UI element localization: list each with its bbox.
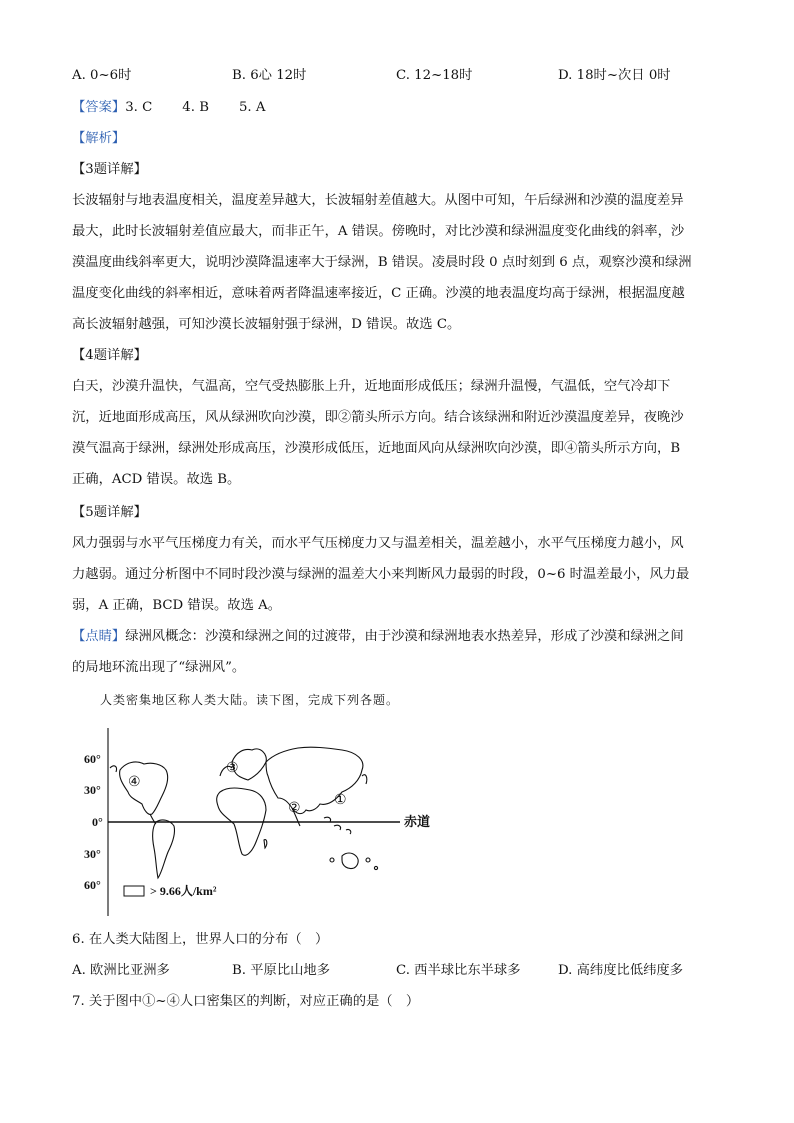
q6-option-b: B. 平原比山地多 [232, 963, 331, 978]
q3-text: 漠温度曲线斜率更大，说明沙漠降温速率大于绿洲，B 错误。凌晨时段 0 点时刻到 6 点，观察沙漠和绿洲 [72, 255, 692, 270]
q4-text: 正确，ACD 错误。故选 B。 [72, 472, 241, 487]
q4-text: 白天，沙漠升温快，气温高，空气受热膨胀上升，近地面形成低压；绿洲升温慢，气温低，空气冷却下 [72, 379, 671, 394]
answer-line [72, 98, 266, 118]
map-intro: 人类密集地区称人类大陆。读下图，完成下列各题。 [100, 693, 400, 707]
answer-item: 3. C [125, 100, 153, 115]
analysis-label: 【解析】 [72, 131, 126, 146]
south-america [153, 820, 175, 878]
north-america [120, 762, 168, 814]
option-c: C. 12~18时 [396, 68, 473, 83]
q6-option-a: A. 欧洲比亚洲多 [72, 963, 170, 978]
lat-label-30s: 30° [84, 847, 101, 861]
q4-text: 漠气温高于绿洲，绿洲处形成高压，沙漠形成低压，近地面风向从绿洲吹向沙漠，即④箭头所示方向，B [72, 441, 681, 456]
japan [362, 775, 367, 784]
lat-label-0: 0° [92, 815, 103, 829]
answer-label: 【答案】 [72, 100, 126, 115]
population-map [70, 718, 450, 920]
tip-text: 的局地环流出现了“绿洲风”。 [72, 660, 246, 675]
tip-label: 【点睛】 [72, 629, 126, 644]
q4-text: 沉，近地面形成高压，风从绿洲吹向沙漠，即②箭头所示方向。结合该绿洲和附近沙漠温度差异，夜晚沙 [72, 410, 684, 425]
q3-heading: 【3题详解】 [72, 162, 147, 177]
q6-option-c: C. 西半球比东半球多 [396, 963, 521, 978]
lat-label-30n: 30° [84, 783, 101, 797]
q6-option-d: D. 高纬度比低纬度多 [558, 963, 684, 978]
q5-text: 弱，A 正确，BCD 错误。故选 A。 [72, 598, 282, 613]
equator-label: 赤道 [404, 814, 431, 829]
q4-heading: 【4题详解】 [72, 348, 147, 363]
q7-stem: 7. 关于图中①~④人口密集区的判断，对应正确的是（ ） [72, 994, 420, 1009]
option-a: A. 0~6时 [72, 68, 132, 83]
q3-text: 最大，此时长波辐射差值应最大，而非正午，A 错误。傍晚时，对比沙漠和绿洲温度变化曲线的斜率，沙 [72, 224, 685, 239]
q6-stem: 6. 在人类大陆图上，世界人口的分布（ ） [72, 932, 329, 947]
lat-label-60s: 60° [84, 878, 101, 892]
australia [342, 853, 358, 869]
option-d: D. 18时~次日 0时 [558, 68, 671, 83]
q3-text: 温度变化曲线的斜率相近，意味着两者降温速率接近，C 正确。沙漠的地表温度均高于绿洲，根据温度越 [72, 286, 685, 301]
region-label-4: ④ [128, 775, 141, 790]
lat-label-60n: 60° [84, 752, 101, 766]
legend-swatch [124, 886, 144, 896]
q3-text: 高长波辐射越强，可知沙漠长波辐射强于绿洲，D 错误。故选 C。 [72, 317, 461, 332]
q5-text: 力越弱。通过分析图中不同时段沙漠与绿洲的温差大小来判断风力最弱的时段，0~6 时温差最小，风力最 [72, 567, 690, 582]
answer-item: 5. A [238, 100, 266, 115]
q5-text: 风力强弱与水平气压梯度力有关，而水平气压梯度力又与温差相关，温差越小，水平气压梯度力越小，风 [72, 536, 684, 551]
region-label-3: ③ [226, 761, 239, 776]
region-label-1: ① [334, 793, 347, 808]
tip-line [72, 627, 684, 647]
option-b: B. 6心 12时 [232, 68, 307, 83]
region-label-2: ② [288, 801, 301, 816]
q3-text: 长波辐射与地表温度相关，温度差异越大，长波辐射差值越大。从图中可知，午后绿洲和沙漠的温度差异 [72, 193, 684, 208]
q5-heading: 【5题详解】 [72, 505, 147, 520]
tip-text: 绿洲风概念：沙漠和绿洲之间的过渡带，由于沙漠和绿洲地表水热差异，形成了沙漠和绿洲之间 [125, 629, 684, 644]
asia [266, 747, 363, 813]
legend-label: > 9.66人/km² [150, 884, 217, 898]
answer-item: 4. B [182, 100, 209, 115]
